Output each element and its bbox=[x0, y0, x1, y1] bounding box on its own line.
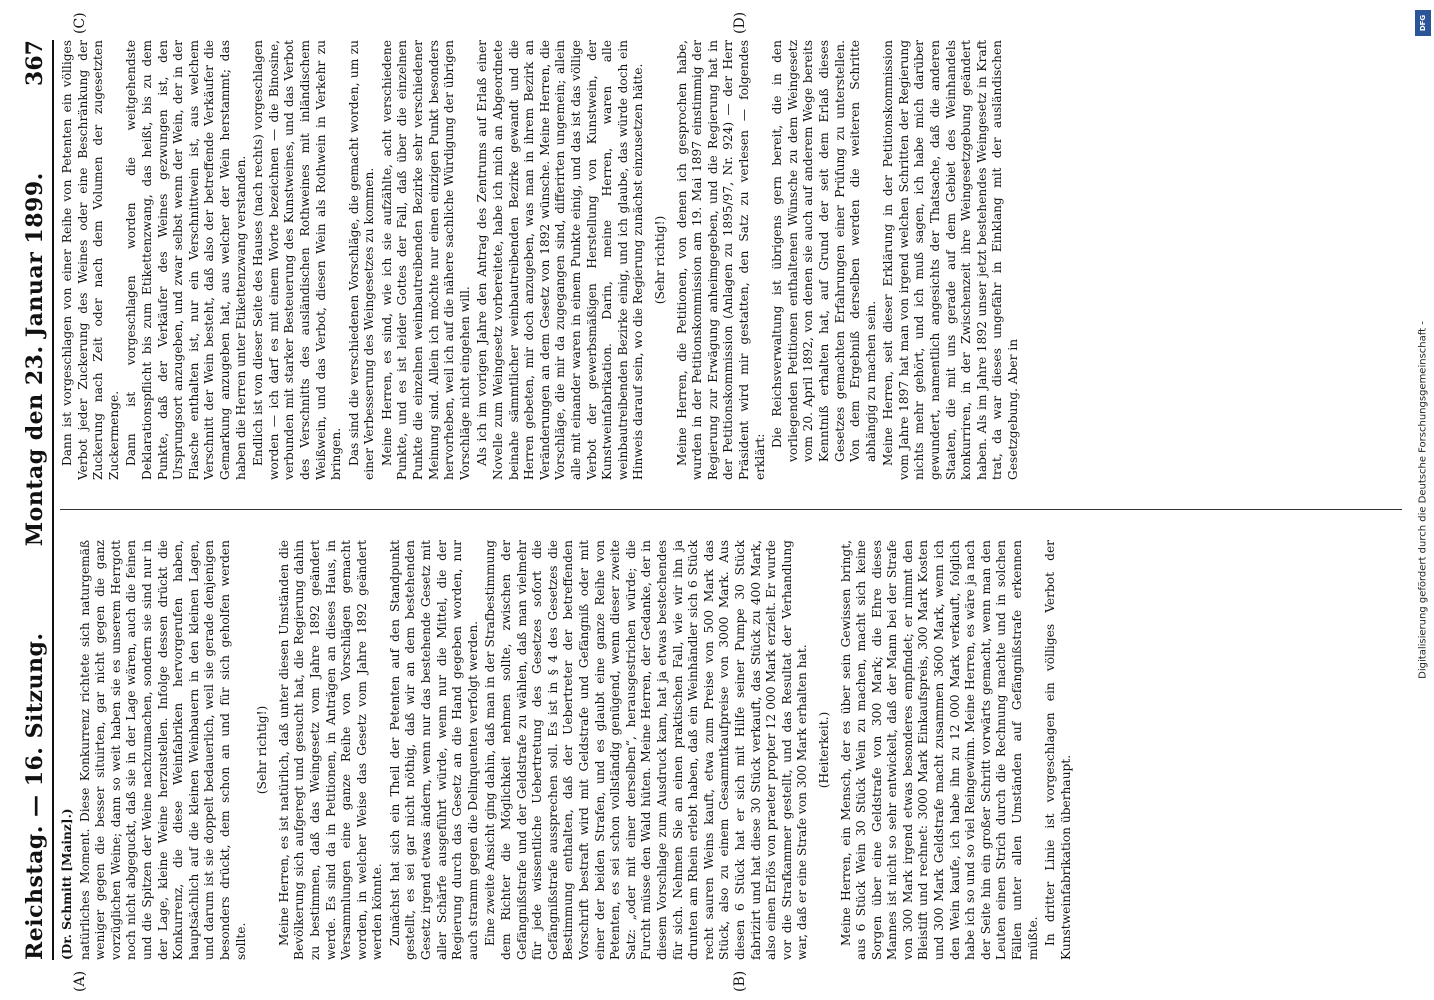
paragraph: Eine zweite Ansicht ging dahin, daß man in der Strafbestimmung dem Richter die Möglichkeit nehmen sollte, zwischen der Gefängnißstrafe und der Geldstrafe zu wählen, daß man vielmehr für jede wissentliche Uebertretung des Gesetzes sofort die Gefängnißstrafe aussprechen soll. Es ist in § 4 des Gesetzes die Bestimmung enthalten, daß der Uebertreter der betreffenden Vorschrift bestraft wird mit Geldstrafe und Gefängniß oder mit einer der beiden Strafen, und es glaubt eine ganze Reihe von Petenten, es sei schon vollständig genügend, wenn dieser zweite Satz: „oder mit einer derselben“, herausgestrichen würde; die Furcht müsse den Wald hüten. Meine Herren, der Gedanke, der in diesem Vorschlage zum Ausdruck kam, hat ja etwas bestechendes für sich. Nehmen Sie an einen praktischen Fall, wie wir ihn ja drunten am Rhein erlebt haben, daß ein Weinhändler sich 6 Stück recht sauren Weins kauft, etwa zum Preise von 500 Mark das Stück, also zu einem Gesammtkaufpreise von 3000 Mark. Aus diesen 6 Stück hat er sich mit Hilfe seiner Pumpe 30 Stück fabrizirt und hat diese 30 Stück verkauft, das Stück zu 400 Mark, also einen Erlös von praeter propter 12 000 Mark erzielt. Er wurde vor die Strafkammer gestellt, und das Resultat der Verhandlung war, daß er eine Strafe von 300 Mark erhalten hat. bbox=[483, 540, 810, 960]
paragraph: Meine Herren, die Petitionen, von denen ich gesprochen habe, wurden in der Petitionskommission am 19. Mai 1897 einstimmig der Regierung zur Erwägung anheimgegeben, und die Regierung hat in der Petitionskommission (Anlagen zu 1895/97, Nr. 924) — der Herr Präsident wird mir gestatten, den Satz zu verlesen — folgendes erklärt: bbox=[674, 40, 767, 480]
dfg-logo: DFG bbox=[1415, 10, 1431, 36]
margin-mark-b: (B) bbox=[732, 970, 748, 992]
margin-mark-a: (A) bbox=[72, 970, 88, 992]
paragraph: Dann ist vorgeschlagen von einer Reihe von Petenten ein völliges Verbot jeder Zuckerung des Weines oder eine Beschränkung der Zuckerung nach Zeit oder nach dem Volumen der zugesetzten Zuckermenge. bbox=[60, 40, 121, 480]
paragraph: In dritter Linie ist vorgeschlagen ein völliges Verbot der Kunstweinfabrikation überhaupt. bbox=[1043, 540, 1073, 960]
paragraph: natürliches Moment. Diese Konkurrenz richtete sich naturgemäß weniger gegen die besser situirten, gar nicht gegen die ganz vorzüglichen Weine; dann so weit haben sie es unserem Herrgott noch nicht abgeguckt, daß sie in der Lage wären, auch die feinen und die Spitzen der Weine nachzumachen, sondern sie sind nur in der Lage, kleine Weine herzustellen. Infolge dessen drückt die Konkurrenz, die diese Weinfabriken hervorgerufen haben, hauptsächlich auf die kleinen Weinbauern in den kleinen Lagen, und darum ist sie doppelt bedauerlich, weil sie gerade denjenigen besonders drückt, dem schon an und für sich geholfen werden sollte. bbox=[77, 540, 248, 960]
speaker-label: (Dr. Schmitt [Mainz].) bbox=[60, 808, 74, 960]
credit-text: Digitalisierung gefördert durch die Deutsche Forschungsgemeinschaft - bbox=[1417, 321, 1429, 679]
paragraph: Meine Herren, es sind, wie ich sie aufzählte, acht verschiedene Punkte, und es ist leider Gottes der Fall, daß über die einzelnen Punkte die einzelnen weinbautreibenden Bezirke sehr verschiedener Meinung sind. Allein ich möchte nur einen einzigen Punkt besonders hervorheben, weil ich auf die nähere sachliche Würdigung der übrigen Vorschläge nicht eingehen will. bbox=[379, 40, 472, 480]
paragraph: Als ich im vorigen Jahre den Antrag des Zentrums auf Erlaß einer Novelle zum Weingesetz vorbereitete, habe ich mich an Abgeordnete beinahe sämmtlicher weinbautreibenden Bezirke gewandt und die Herren gebeten, mir doch anzugeben, was man in ihrem Bezirk an Veränderungen an dem Gesetz von 1892 wünsche. Meine Herren, die Vorschläge, die mir da zugegangen sind, differirten ungemein; allein alle mit einander waren in einem Punkte einig, und das ist das völlige Verbot der gewerbsmäßigen Herstellung von Kunstwein, der Kunstweinfabrikation. Darin, meine Herren, waren alle weinbautreibenden Bezirke einig, und ich glaube, das würde doch ein Hinweis darauf sein, wo die Regierung zunächst einzusetzen hätte. bbox=[475, 40, 646, 480]
paragraph: Das sind die verschiedenen Vorschläge, die gemacht worden, um zu einer Verbesserung des Weingesetzes zu kommen. bbox=[346, 40, 377, 480]
paragraph: Meine Herren, es ist natürlich, daß unter diesen Umständen die Bevölkerung sich aufgeregt und gesucht hat, die Regierung dahin zu bestimmen, daß das Weingesetz vom Jahre 1892 geändert werde. Es sind da in Petitionen, in Anträgen an dieses Haus, in Versammlungen eine ganze Reihe von Vorschlägen gemacht worden, in welcher Weise das Gesetz vom Jahre 1892 geändert werden könnte. bbox=[276, 540, 385, 960]
digitization-credit bbox=[1414, 10, 1432, 990]
margin-mark-c: (C) bbox=[72, 12, 88, 34]
column-divider bbox=[60, 509, 1402, 510]
document-page bbox=[2, 0, 1412, 1000]
header-left: Reichstag. — 16. Sitzung. bbox=[22, 632, 48, 960]
paragraph: Zunächst hat sich ein Theil der Petenten auf den Standpunkt gestellt, es sei gar nicht nöthig, daß wir an dem bestehenden Gesetz irgend etwas ändern, wenn nur das bestehende Gesetz mit aller Schärfe ausgeführt würde, wenn nur die Mittel, die der Regierung durch das Gesetz an die Hand gegeben worden, nur auch stramm gegen die Delinquenten verfolgt werden. bbox=[387, 540, 480, 960]
quoted-statement: Die Reichsverwaltung ist übrigens gern bereit, die in den vorliegenden Petitionen enthaltenen Wünsche zu dem Weingesetz vom 20. April 1892, von denen sie auch auf anderem Wege bereits Kenntniß erhalten hat, auf Grund der seit dem Erlaß dieses Gesetzes gemachten Erfahrungen einer Prüfung zu unterstellen. Von dem Ergebniß derselben werden die weiteren Schritte abhängig zu machen sein. bbox=[770, 40, 878, 462]
paragraph: Endlich ist von dieser Seite des Hauses (nach rechts) vorgeschlagen worden — ich darf es mit einem Worte bezeichnen — die Binosine, verbunden mit starker Besteuerung des Kunstweines, und das Verbot des Verschnitts des ausländischen Rothweines mit inländischem Weißwein, und das Verbot, diesen Wein als Rothwein in Verkehr zu bringen. bbox=[251, 40, 344, 480]
right-column bbox=[60, 40, 1404, 480]
margin-mark-d: (D) bbox=[732, 11, 748, 34]
paragraph: Meine Herren, seit dieser Erklärung in der Petitionskommission vom Jahre 1897 hat man von irgend welchen Schritten der Regierung nichts mehr gehört, und ich muß sagen, ich habe mich darüber gewundert, namentlich angesichts der Thatsache, daß die anderen Staaten, die mit uns gerade auf dem Gebiet des Weinhandels konkurriren, in der Zwischenzeit ihre Weingesetzgebung geändert haben. Als im Jahre 1892 unser jetzt bestehendes Weingesetz in Kraft trat, da war dieses ungefähr in Einklang mit der ausländischen Gesetzgebung. Aber in bbox=[881, 40, 1021, 480]
paragraph: Dann ist vorgeschlagen worden die weitgehendste Deklarationspflicht bis zum Etikettenzwang, das heißt, bis zu dem Punkte, daß der Verkäufer des Weines gezwungen ist, den Ursprungsort anzugeben, und zwar selbst wenn der Wein, der in der Flasche enthalten ist, nur ein Verschnittwein ist, aus welchem Verschnitt der Wein besteht, daß also der betreffende Verkäufer die Gemarkung anzugeben hat, aus welcher der Wein herstammt; das haben die Herren unter Etikettenzwang verstanden. bbox=[124, 40, 248, 480]
page-number: 367 bbox=[22, 40, 48, 86]
header-right: Montag den 23. Januar 1899. bbox=[22, 172, 48, 547]
interjection: (Sehr richtig!) bbox=[255, 705, 270, 795]
left-column bbox=[60, 540, 1404, 960]
paragraph: Meine Herren, ein Mensch, der es über sein Gewissen bringt, aus 6 Stück Wein 30 Stück Wein zu machen, macht sich keine Sorgen über eine Geldstrafe von 300 Mark; die Ehre dieses Mannes ist nicht so sehr entwickelt, daß der Mann bei der Strafe von 300 Mark irgend etwas besonderes empfindet; er nimmt den Bleistift und rechnet: 3000 Mark Einkaufspreis, 300 Mark Kosten und 300 Mark Geldstrafe macht zusammen 3600 Mark, wenn ich den Wein kaufe, ich habe ihn zu 12 000 Mark verkauft, folglich habe ich so und so viel Reingewinn. Meine Herren, es wäre ja nach der Seite hin ein großer Schritt vorwärts gemacht, wenn man den Leuten einen Strich durch die Rechnung machte und in solchen Fällen unter allen Umständen auf Gefängnißstrafe erkennen müßte. bbox=[838, 540, 1040, 960]
interjection: (Heiterkeit.) bbox=[816, 711, 831, 789]
interjection: (Sehr richtig!) bbox=[652, 215, 667, 305]
page-header bbox=[2, 40, 54, 960]
